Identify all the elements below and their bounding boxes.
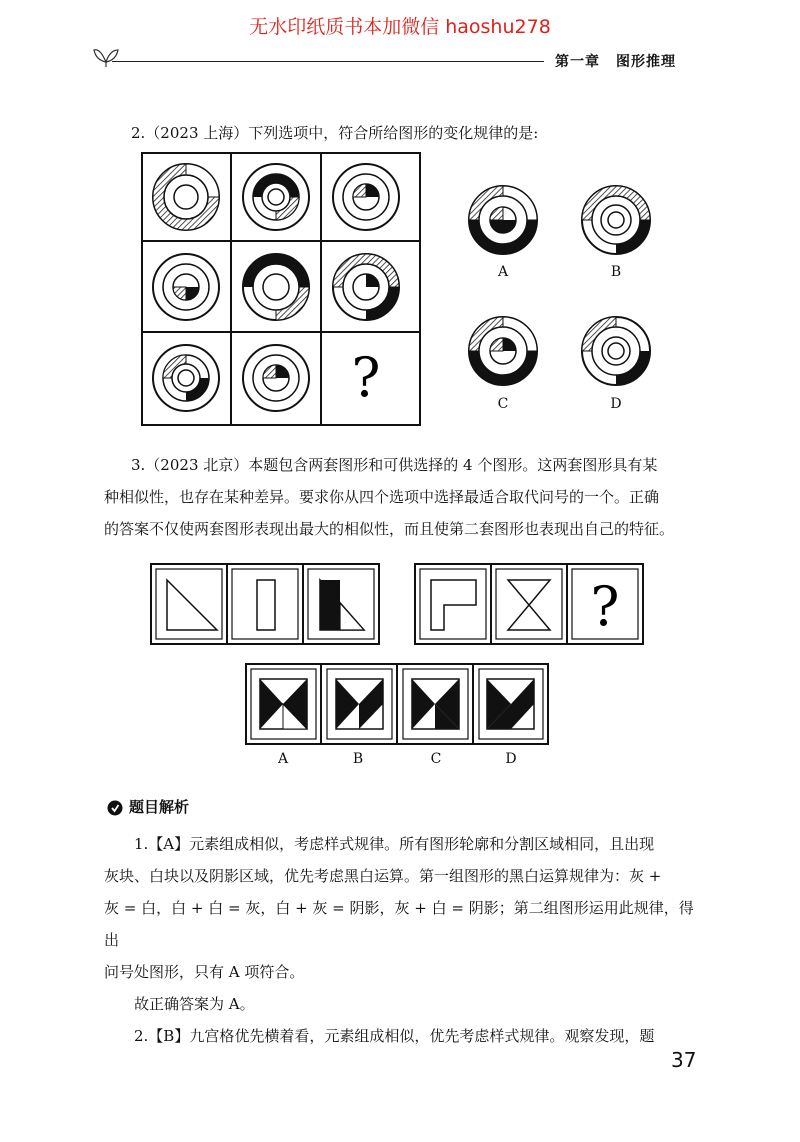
answer-1-line-2: 灰块、白块以及阴影区域，优先考虑黑白运算。第一组图形的黑白运算规律为：灰 + bbox=[104, 867, 662, 885]
grid-cell-2-1 bbox=[153, 254, 219, 320]
answer-2-line-1: 2.【B】九宫格优先横着看，元素组成相似，优先考虑样式规律。观察发现，题 bbox=[134, 1027, 655, 1045]
question-2-grid bbox=[141, 152, 421, 426]
grid-cell-2-3 bbox=[333, 254, 399, 320]
grid-cell-3-1 bbox=[153, 345, 219, 411]
answer-1-line-3: 灰 = 白，白 + 白 = 灰，白 + 灰 = 阴影，灰 + 白 = 阴影；第二组图形运用此规律，得出 bbox=[104, 899, 694, 949]
option-c-shape bbox=[412, 679, 459, 729]
grid-cell-2-2 bbox=[243, 254, 309, 320]
question-3-set-1 bbox=[150, 563, 380, 645]
leaf-icon bbox=[92, 44, 120, 68]
option-c-label: C bbox=[497, 396, 509, 412]
question-3-line-1: 3.（2023 北京）本题包含两套图形和可供选择的 4 个图形。这两套图形具有某 bbox=[131, 456, 658, 474]
question-3-options bbox=[245, 663, 549, 745]
question-mark: ? bbox=[351, 346, 381, 409]
header-rule bbox=[112, 61, 544, 62]
page-number: 37 bbox=[671, 1048, 697, 1072]
answer-1-line-4: 问号处图形，只有 A 项符合。 bbox=[104, 963, 305, 981]
option-a-label: A bbox=[497, 264, 509, 280]
grid-cell-1-3 bbox=[333, 164, 399, 230]
question-3-line-3: 的答案不仅使两套图形表现出最大的相似性，而且使第二套图形也表现出自己的特征。 bbox=[104, 520, 675, 538]
chapter-number: 第一章 bbox=[555, 54, 600, 70]
option-a-figure bbox=[463, 180, 543, 260]
option-b-label: B bbox=[610, 264, 622, 280]
question-3-set-2 bbox=[414, 563, 644, 645]
question-2-text: 2.（2023 上海）下列选项中，符合所给图形的变化规律的是: bbox=[131, 124, 539, 142]
question-3-text bbox=[104, 449, 700, 545]
q3-option-d-label: D bbox=[505, 751, 517, 767]
q3-option-c-label: C bbox=[430, 751, 442, 767]
option-d-figure bbox=[576, 311, 656, 391]
chapter-header bbox=[555, 51, 676, 71]
option-d-label: D bbox=[610, 396, 622, 412]
option-b-figure bbox=[576, 180, 656, 260]
question-3-mark: ? bbox=[590, 575, 620, 638]
q3-option-a-label: A bbox=[277, 751, 289, 767]
grid-cell-3-2 bbox=[243, 345, 309, 411]
answer-1-conclusion: 故正确答案为 A。 bbox=[134, 995, 255, 1013]
option-b-shape bbox=[336, 679, 383, 729]
option-d-shape bbox=[487, 679, 534, 729]
analysis-icon bbox=[107, 800, 123, 816]
analysis-title: 题目解析 bbox=[129, 798, 190, 816]
watermark: 无水印纸质书本加微信 haoshu278 bbox=[249, 16, 551, 38]
option-c-figure bbox=[463, 311, 543, 391]
question-3-line-2: 种相似性，也存在某种差异。要求你从四个选项中选择最适合取代问号的一个。正确 bbox=[104, 488, 660, 506]
grid-cell-1-2 bbox=[243, 164, 309, 230]
grid-cell-1-1 bbox=[153, 164, 219, 230]
option-a-shape bbox=[260, 679, 307, 729]
chapter-title: 图形推理 bbox=[616, 54, 676, 70]
answer-1 bbox=[104, 828, 700, 1052]
answer-1-line-1: 1.【A】元素组成相似，考虑样式规律。所有图形轮廓和分割区域相同，且出现 bbox=[134, 835, 655, 853]
q3-option-b-label: B bbox=[352, 751, 364, 767]
